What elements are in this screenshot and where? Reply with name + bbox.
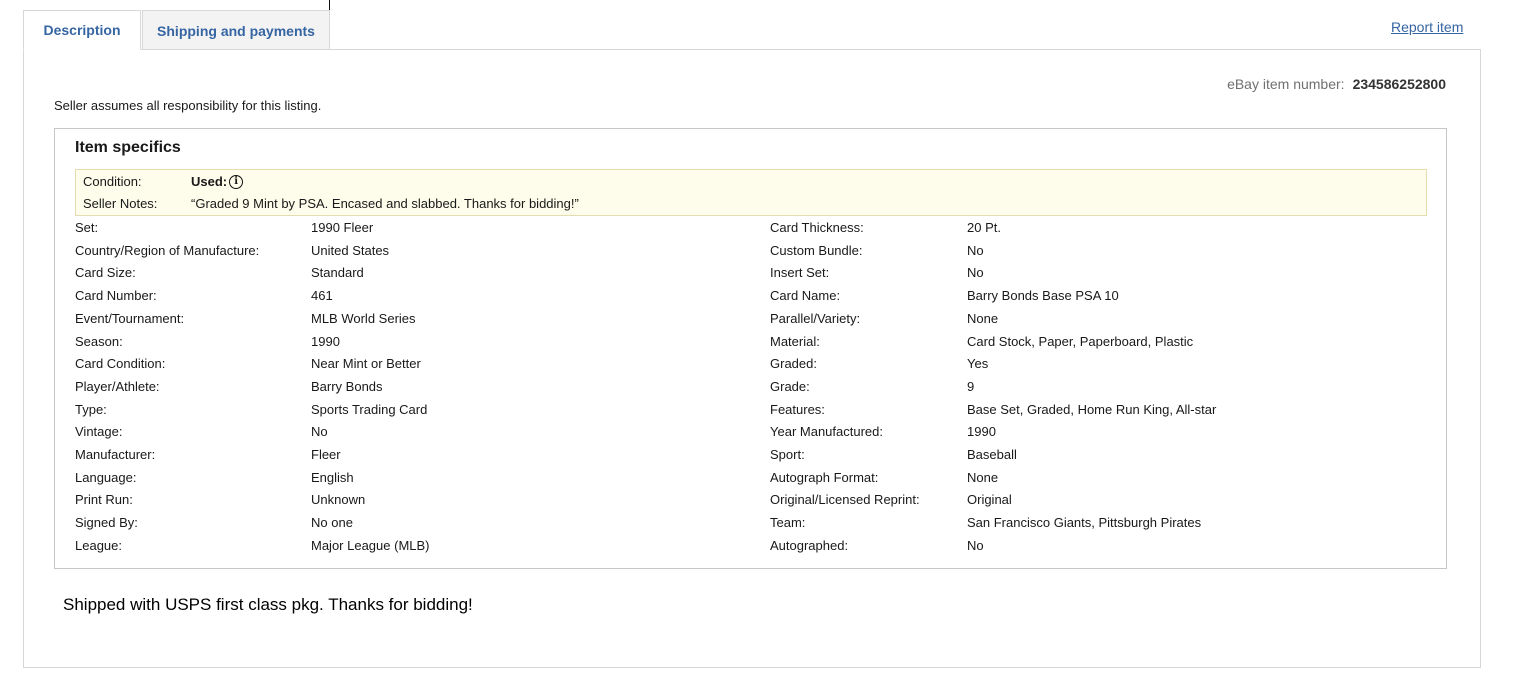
report-item-link[interactable]: Report item	[1391, 19, 1464, 35]
spec-label: Signed By:	[75, 515, 138, 531]
spec-value: Standard	[311, 265, 364, 281]
spec-label: Autograph Format:	[770, 469, 879, 485]
spec-label: Manufacturer:	[75, 447, 156, 462]
spec-row	[770, 311, 1450, 331]
spec-value: Near Mint or Better	[311, 356, 421, 372]
item-number-label: eBay item number:	[1227, 76, 1345, 92]
spec-label: Parallel/Variety:	[770, 310, 861, 326]
spec-label: Season:	[75, 333, 123, 349]
spec-value: Base Set, Graded, Home Run King, All-star	[967, 401, 1217, 417]
spec-label: Card Condition:	[75, 356, 166, 372]
spec-label: Year Manufactured:	[770, 424, 883, 440]
item-number-value: 234586252800	[1352, 76, 1446, 92]
spec-value: 20 Pt.	[967, 220, 1001, 235]
spec-value: 1990	[311, 333, 340, 349]
spec-row	[770, 334, 1450, 354]
seller-responsibility-note: Seller assumes all responsibility for this listing.	[54, 98, 322, 113]
spec-row	[75, 265, 755, 285]
spec-label: Insert Set:	[770, 265, 830, 281]
info-icon[interactable]: i	[229, 175, 243, 189]
spec-row	[75, 424, 755, 444]
spec-label: Material:	[770, 333, 820, 349]
spec-row	[75, 470, 755, 490]
spec-row	[75, 334, 755, 354]
text-cursor	[329, 0, 330, 10]
spec-label: Sport:	[770, 447, 805, 462]
spec-row	[75, 243, 755, 263]
spec-row	[75, 515, 755, 535]
spec-row	[75, 492, 755, 512]
spec-label: Grade:	[770, 378, 810, 394]
spec-label: Autographed:	[770, 537, 849, 553]
spec-row	[770, 447, 1450, 467]
spec-value: No	[967, 265, 984, 281]
spec-label: Card Thickness:	[770, 220, 864, 235]
description-panel	[23, 49, 1481, 668]
spec-row	[75, 356, 755, 376]
spec-value: None	[967, 310, 999, 326]
spec-value: 9	[967, 378, 975, 394]
spec-label: Vintage:	[75, 424, 123, 440]
spec-label: Type:	[75, 401, 107, 417]
spec-row	[75, 220, 755, 240]
spec-row	[75, 447, 755, 467]
spec-label: Team:	[770, 515, 806, 531]
spec-value: No	[967, 242, 984, 258]
spec-label: Graded:	[770, 356, 817, 372]
spec-value: Card Stock, Paper, Paperboard, Plastic	[967, 333, 1194, 349]
item-specifics-title: Item specifics	[75, 139, 181, 156]
seller-notes-value: “Graded 9 Mint by PSA. Encased and slabbed. Thanks for bidding!”	[191, 196, 579, 211]
seller-notes-label: Seller Notes:	[83, 196, 158, 211]
spec-value: Sports Trading Card	[311, 401, 428, 417]
spec-label: Custom Bundle:	[770, 242, 863, 258]
spec-label: Print Run:	[75, 492, 133, 508]
tab-description[interactable]: Description	[23, 10, 141, 50]
condition-row	[83, 174, 243, 189]
spec-row	[770, 265, 1450, 285]
spec-row	[770, 379, 1450, 399]
spec-value: Major League (MLB)	[311, 537, 430, 553]
spec-row	[75, 538, 755, 558]
spec-value: MLB World Series	[311, 310, 416, 326]
spec-label: Event/Tournament:	[75, 310, 185, 326]
item-specifics-section	[54, 128, 1447, 569]
spec-row	[770, 220, 1450, 240]
spec-value: No one	[311, 515, 353, 531]
spec-value: No	[311, 424, 328, 440]
condition-box	[75, 169, 1427, 216]
spec-row	[770, 356, 1450, 376]
spec-row	[770, 470, 1450, 490]
spec-value: 1990 Fleer	[311, 220, 374, 235]
spec-row	[770, 492, 1450, 512]
spec-row	[75, 402, 755, 422]
shipping-note: Shipped with USPS first class pkg. Thanks for bidding!	[63, 595, 473, 614]
spec-label: Player/Athlete:	[75, 378, 160, 394]
spec-label: Card Size:	[75, 265, 136, 281]
item-number	[1227, 76, 1446, 92]
spec-row	[770, 538, 1450, 558]
spec-value: Fleer	[311, 447, 341, 462]
condition-label: Condition:	[83, 174, 142, 189]
spec-label: Country/Region of Manufacture:	[75, 242, 260, 258]
spec-row	[770, 243, 1450, 263]
spec-label: Features:	[770, 401, 825, 417]
spec-value: English	[311, 469, 354, 485]
condition-value: Used:	[191, 174, 228, 189]
spec-row	[770, 288, 1450, 308]
tab-bar	[23, 10, 330, 50]
seller-notes-row	[83, 196, 579, 211]
spec-row	[75, 311, 755, 331]
spec-value: No	[967, 537, 984, 553]
spec-row	[75, 379, 755, 399]
spec-row	[770, 515, 1450, 535]
spec-value: Baseball	[967, 447, 1017, 462]
spec-label: Card Name:	[770, 288, 841, 304]
spec-row	[75, 288, 755, 308]
spec-label: League:	[75, 537, 122, 553]
tab-shipping-and-payments[interactable]: Shipping and payments	[142, 10, 330, 50]
spec-value: Unknown	[311, 492, 366, 508]
spec-label: Card Number:	[75, 288, 157, 304]
spec-value: Original	[967, 492, 1012, 508]
spec-row	[770, 424, 1450, 444]
spec-value: Barry Bonds	[311, 378, 383, 394]
spec-label: Language:	[75, 469, 137, 485]
spec-row	[770, 402, 1450, 422]
spec-label: Original/Licensed Reprint:	[770, 492, 920, 508]
spec-label: Set:	[75, 220, 99, 235]
spec-value: 1990	[967, 424, 996, 440]
spec-value: San Francisco Giants, Pittsburgh Pirates	[967, 515, 1202, 531]
spec-value: None	[967, 469, 999, 485]
spec-value: Barry Bonds Base PSA 10	[967, 288, 1119, 304]
spec-value: Yes	[967, 356, 989, 372]
spec-value: 461	[311, 288, 333, 304]
spec-value: United States	[311, 242, 390, 258]
